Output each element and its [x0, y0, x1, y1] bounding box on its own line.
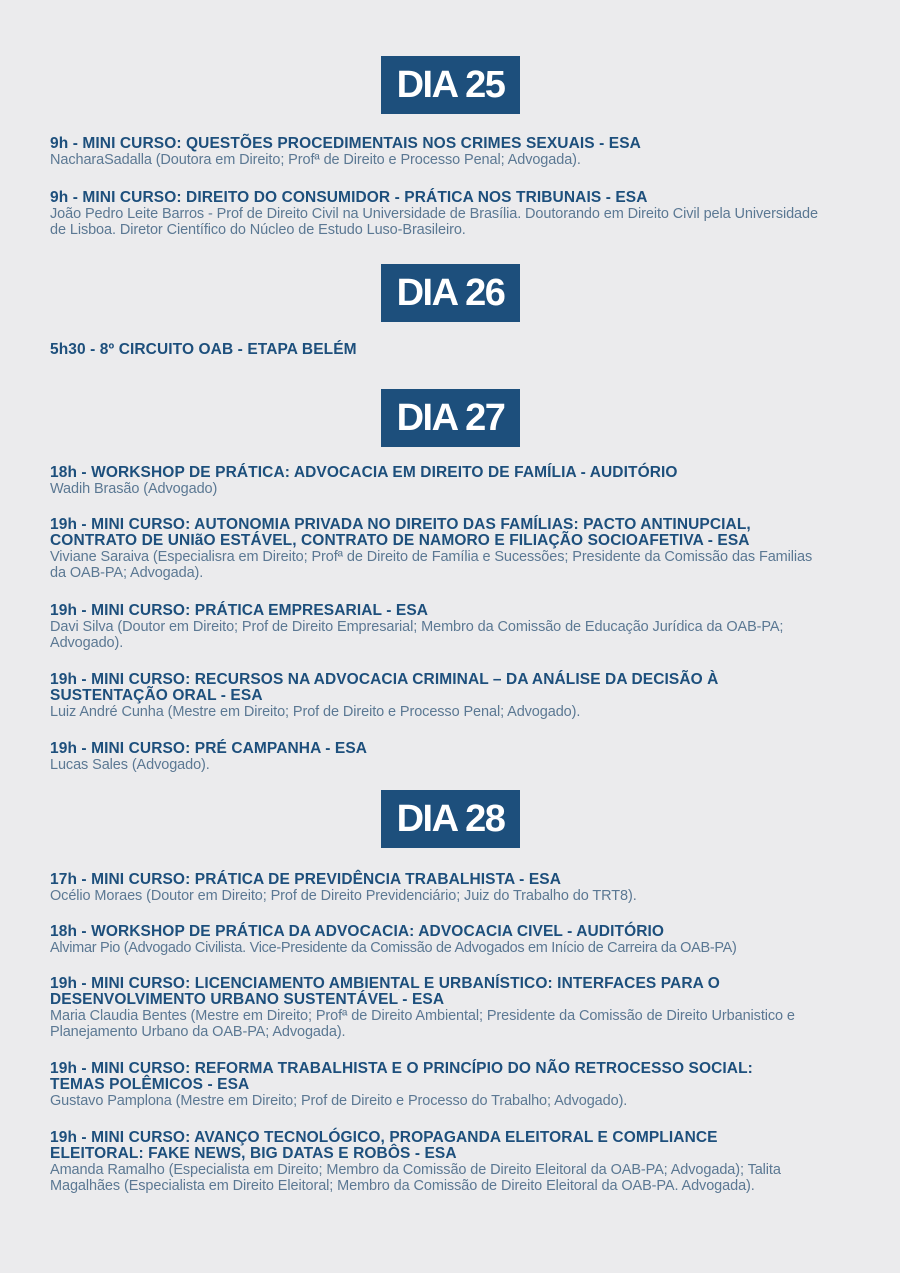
event-title: 19h - MINI CURSO: PRÁTICA EMPRESARIAL - ESA: [50, 602, 429, 619]
event-speaker: Luiz André Cunha (Mestre em Direito; Prof de Direito e Processo Penal; Advogado).: [50, 704, 581, 720]
event-title: 17h - MINI CURSO: PRÁTICA DE PREVIDÊNCIA TRABALHISTA - ESA: [50, 871, 562, 888]
event-title: 19h - MINI CURSO: AUTONOMIA PRIVADA NO DIREITO DAS FAMÍLIAS: PACTO ANTINUPCIAL, CONTRATO DE UNIãO ESTÁVEL, CONTRATO DE NAMORO E FILIAÇÃO SOCIOAFETIVA - ESA: [50, 516, 751, 549]
day-25-badge: DIA 25: [381, 56, 520, 114]
event-speaker: Lucas Sales (Advogado).: [50, 757, 210, 773]
event-speaker: Davi Silva (Doutor em Direito; Prof de Direito Empresarial; Membro da Comissão de Educação Jurídica da OAB-PA; Advogado).: [50, 619, 784, 651]
event-title: 19h - MINI CURSO: PRÉ CAMPANHA - ESA: [50, 740, 368, 757]
event-title: 19h - MINI CURSO: RECURSOS NA ADVOCACIA CRIMINAL – DA ANÁLISE DA DECISÃO À SUSTENTAÇÃO ORAL - ESA: [50, 671, 719, 704]
event-speaker: Gustavo Pamplona (Mestre em Direito; Prof de Direito e Processo do Trabalho; Advogado).: [50, 1093, 628, 1109]
event-title: 18h - WORKSHOP DE PRÁTICA DA ADVOCACIA: ADVOCACIA CIVEL - AUDITÓRIO: [50, 923, 665, 940]
event-item: [50, 1130, 850, 1194]
event-title: 19h - MINI CURSO: AVANÇO TECNOLÓGICO, PROPAGANDA ELEITORAL E COMPLIANCE ELEITORAL: FAKE NEWS, BIG DATAS E ROBÔS - ESA: [50, 1129, 718, 1162]
event-item: [50, 872, 850, 904]
event-title: 19h - MINI CURSO: REFORMA TRABALHISTA E O PRINCÍPIO DO NÃO RETROCESSO SOCIAL: TEMAS POLÊMICOS - ESA: [50, 1060, 753, 1093]
event-speaker: Océlio Moraes (Doutor em Direito; Prof de Direito Previdenciário; Juiz do Trabalho do TRT8).: [50, 888, 637, 904]
event-speaker: NacharaSadalla (Doutora em Direito; Profª de Direito e Processo Penal; Advogada).: [50, 152, 581, 168]
event-title: 5h30 - 8º CIRCUITO OAB - ETAPA BELÉM: [50, 341, 357, 358]
event-item: [50, 924, 850, 956]
day-26-badge: DIA 26: [381, 264, 520, 322]
event-title: 9h - MINI CURSO: QUESTÕES PROCEDIMENTAIS NOS CRIMES SEXUAIS - ESA: [50, 135, 641, 152]
event-title: 19h - MINI CURSO: LICENCIAMENTO AMBIENTAL E URBANÍSTICO: INTERFACES PARA O DESENVOLVIMENTO URBANO SUSTENTÁVEL - ESA: [50, 975, 720, 1008]
event-title: 18h - WORKSHOP DE PRÁTICA: ADVOCACIA EM DIREITO DE FAMÍLIA - AUDITÓRIO: [50, 464, 678, 481]
event-speaker: Amanda Ramalho (Especialista em Direito; Membro da Comissão de Direito Eleitoral da OAB-PA; Advogada); Talita Magalhães (Especialista em Direito Eleitoral; Membro da Comissão de Direito Eleitoral da OAB-PA. Advogada).: [50, 1162, 781, 1194]
event-speaker: Maria Claudia Bentes (Mestre em Direito; Profª de Direito Ambiental; Presidente da Comissão de Direito Urbanistico e Planejamento Urbano da OAB-PA; Advogada).: [50, 1008, 795, 1040]
event-speaker: Viviane Saraiva (Especialisra em Direito; Profª de Direito de Família e Sucessões; Presidente da Comissão das Familias da OAB-PA; Advogada).: [50, 549, 813, 581]
day-27-badge: DIA 27: [381, 389, 520, 447]
event-item: [50, 190, 850, 238]
event-speaker: Wadih Brasão (Advogado): [50, 481, 218, 497]
event-item: [50, 672, 850, 720]
event-item: [50, 517, 850, 581]
event-item: [50, 136, 850, 168]
event-title: 9h - MINI CURSO: DIREITO DO CONSUMIDOR - PRÁTICA NOS TRIBUNAIS - ESA: [50, 189, 648, 206]
event-item: [50, 603, 850, 651]
day-28-badge: DIA 28: [381, 790, 520, 848]
event-item: [50, 465, 850, 497]
event-item: [50, 1061, 850, 1109]
event-item: [50, 342, 850, 358]
event-speaker: João Pedro Leite Barros - Prof de Direito Civil na Universidade de Brasília. Doutorando em Direito Civil pela Universidade de Lisboa. Diretor Científico do Núcleo de Estudo Luso-Brasileiro.: [50, 206, 818, 238]
event-speaker: Alvimar Pio (Advogado Civilista. Vice-Presidente da Comissão de Advogados em Início de Carreira da OAB-PA): [50, 940, 737, 956]
event-item: [50, 741, 850, 773]
event-item: [50, 976, 850, 1040]
